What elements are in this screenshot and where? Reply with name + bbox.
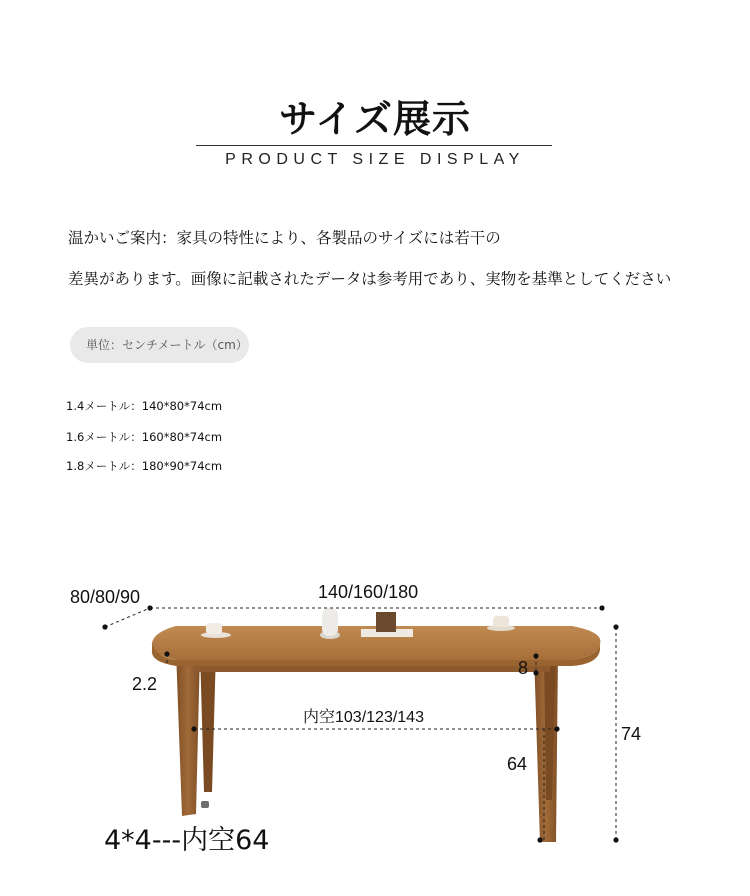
dim-top-thickness: 2.2 bbox=[132, 674, 158, 694]
page-subtitle: PRODUCT SIZE DISPLAY bbox=[225, 151, 525, 168]
page-title: サイズ展示 bbox=[279, 97, 471, 141]
notice-line-1: 温かいご案内：家具の特性により、各製品のサイズには若干の bbox=[68, 229, 501, 247]
table-legs bbox=[176, 650, 558, 842]
dim-depth: 80/80/90 bbox=[70, 587, 141, 607]
title-divider bbox=[196, 145, 552, 146]
table-leg-front-left bbox=[176, 650, 200, 816]
size-item-1600: 1.6メートル：160*80*74cm bbox=[66, 430, 223, 444]
dim-apron: 8 bbox=[518, 658, 529, 678]
unit-badge: 単位：センチメートル（cm） bbox=[70, 327, 249, 363]
dim-leg-clearance: 64 bbox=[507, 754, 528, 774]
size-item-1400: 1.4メートル：140*80*74cm bbox=[66, 399, 223, 413]
size-item-1800: 1.8メートル：180*90*74cm bbox=[66, 459, 223, 473]
notice-line-2: 差異があります。画像に記載されたデータは参考用であり、実物を基準としてください bbox=[68, 270, 672, 288]
dim-length: 140/160/180 bbox=[318, 582, 419, 602]
dim-height: 74 bbox=[621, 724, 642, 744]
size-list bbox=[66, 398, 306, 478]
leg-spec-caption: 4*4---内空64 bbox=[104, 825, 270, 856]
dim-inner-width: 内空103/123/143 bbox=[303, 709, 424, 726]
leg-glide bbox=[201, 801, 209, 808]
